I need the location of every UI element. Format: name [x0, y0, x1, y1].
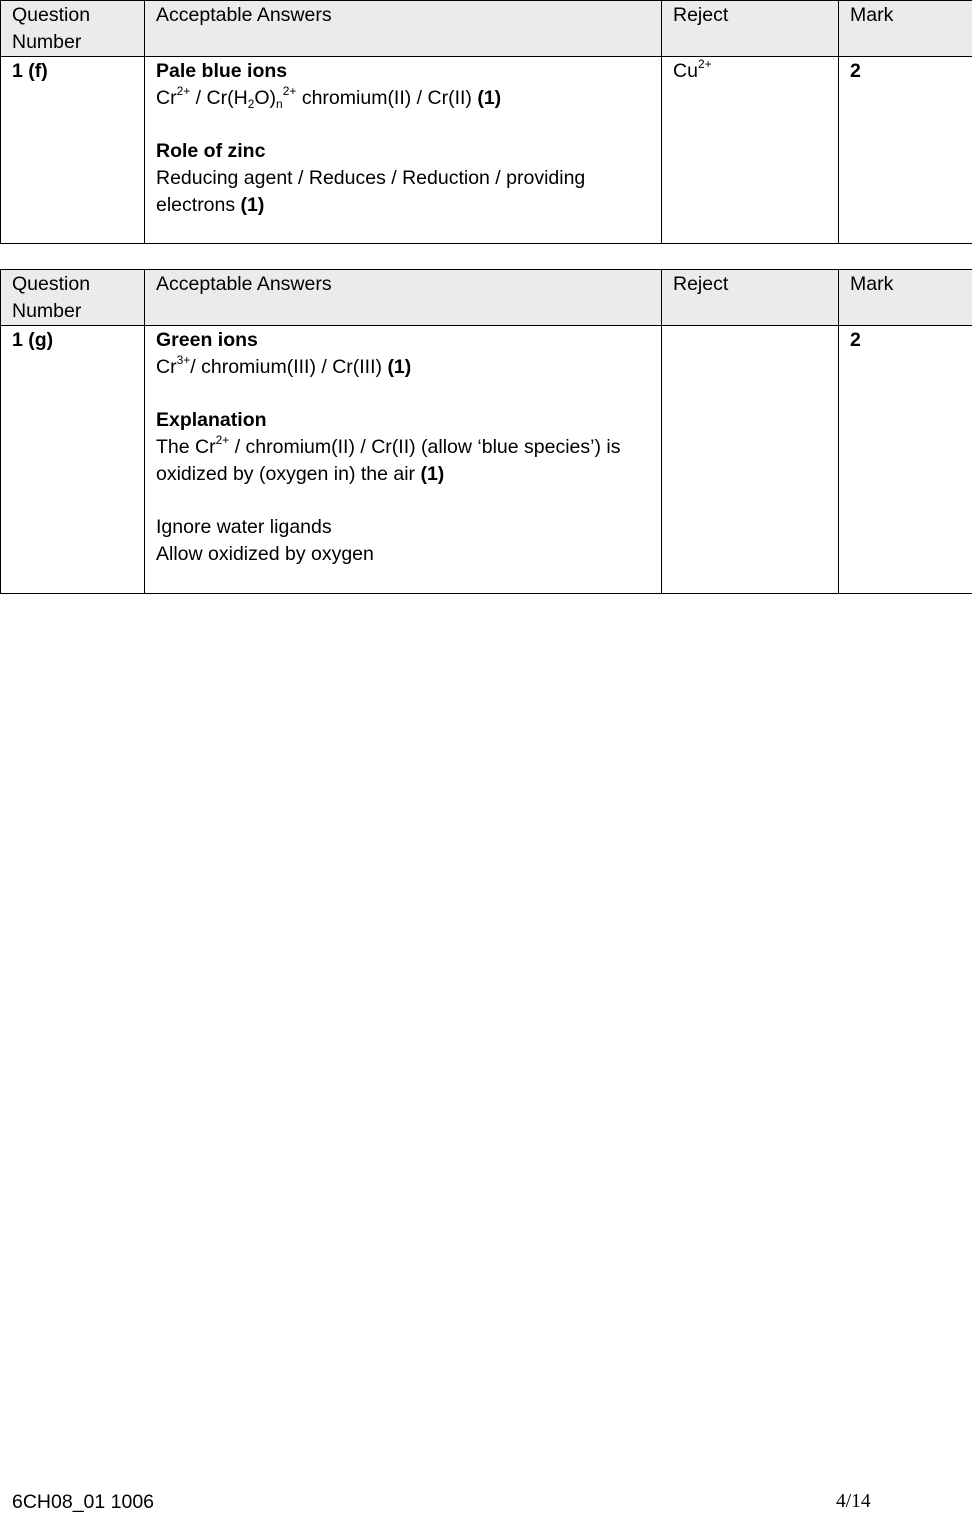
- header-acceptable-answers: Acceptable Answers: [145, 270, 662, 326]
- mark-allocation: (1): [387, 356, 412, 378]
- mark-value: 2: [839, 326, 972, 594]
- formula-text: Cr: [156, 356, 177, 378]
- answer-text: / chromium(III) / Cr(III): [190, 356, 388, 378]
- header-row: [1, 1, 972, 57]
- question-number: 1 (g): [1, 326, 145, 594]
- question-number: 1 (f): [1, 57, 145, 244]
- header-row: [1, 270, 972, 326]
- markscheme-table-1f: [0, 0, 972, 244]
- answer-line: [156, 85, 651, 112]
- answer-text: chromium(II) / Cr(II): [296, 87, 478, 109]
- header-acceptable-answers: Acceptable Answers: [145, 1, 662, 57]
- subscript: 2: [247, 97, 255, 111]
- formula-text: The Cr: [156, 436, 216, 458]
- mark-allocation: (1): [240, 194, 265, 216]
- header-reject: Reject: [662, 270, 839, 326]
- formula-text: Cr(H: [206, 87, 248, 109]
- acceptable-answers-cell: [145, 326, 662, 594]
- mark-allocation: (1): [420, 463, 445, 485]
- answer-row: [1, 57, 972, 244]
- charge-superscript: 2+: [697, 57, 712, 71]
- reject-text: Cu: [673, 60, 698, 82]
- header-question-number: Question Number: [1, 270, 145, 326]
- acceptable-answers-cell: [145, 57, 662, 244]
- answer-row: [1, 326, 972, 594]
- header-question-number: Question Number: [1, 1, 145, 57]
- reject-cell: [662, 57, 839, 244]
- header-mark: Mark: [839, 270, 972, 326]
- charge-superscript: 2+: [282, 84, 297, 98]
- answer-heading: Role of zinc: [156, 140, 266, 162]
- separator-text: /: [190, 87, 207, 109]
- formula-text: Cr: [156, 87, 177, 109]
- header-reject: Reject: [662, 1, 839, 57]
- header-mark: Mark: [839, 1, 972, 57]
- formula-text: O): [254, 87, 277, 109]
- charge-superscript: 2+: [176, 84, 191, 98]
- answer-heading: Explanation: [156, 409, 267, 431]
- reject-cell: [662, 326, 839, 594]
- note-text: Allow oxidized by oxygen: [156, 543, 374, 565]
- subscript: n: [276, 97, 283, 111]
- mark-value: 2: [839, 57, 972, 244]
- mark-allocation: (1): [477, 87, 502, 109]
- charge-superscript: 2+: [215, 433, 230, 447]
- answer-heading: Pale blue ions: [156, 60, 288, 82]
- charge-superscript: 3+: [176, 353, 191, 367]
- footer-document-code: 6CH08_01 1006: [12, 1491, 155, 1513]
- answer-line: [156, 434, 651, 488]
- markscheme-table-1g: [0, 269, 972, 594]
- note-text: Ignore water ligands: [156, 516, 332, 538]
- answer-line: [156, 354, 651, 381]
- footer-page-number: 4/14: [836, 1491, 871, 1512]
- answer-text: Reducing agent / Reduces / Reduction / providing electrons: [156, 167, 586, 216]
- answer-heading: Green ions: [156, 329, 258, 351]
- answer-line: [156, 165, 651, 219]
- answer-text: / chromium(II) / Cr(II) (allow ‘blue species’) is oxidized by (oxygen in) the air: [156, 436, 621, 485]
